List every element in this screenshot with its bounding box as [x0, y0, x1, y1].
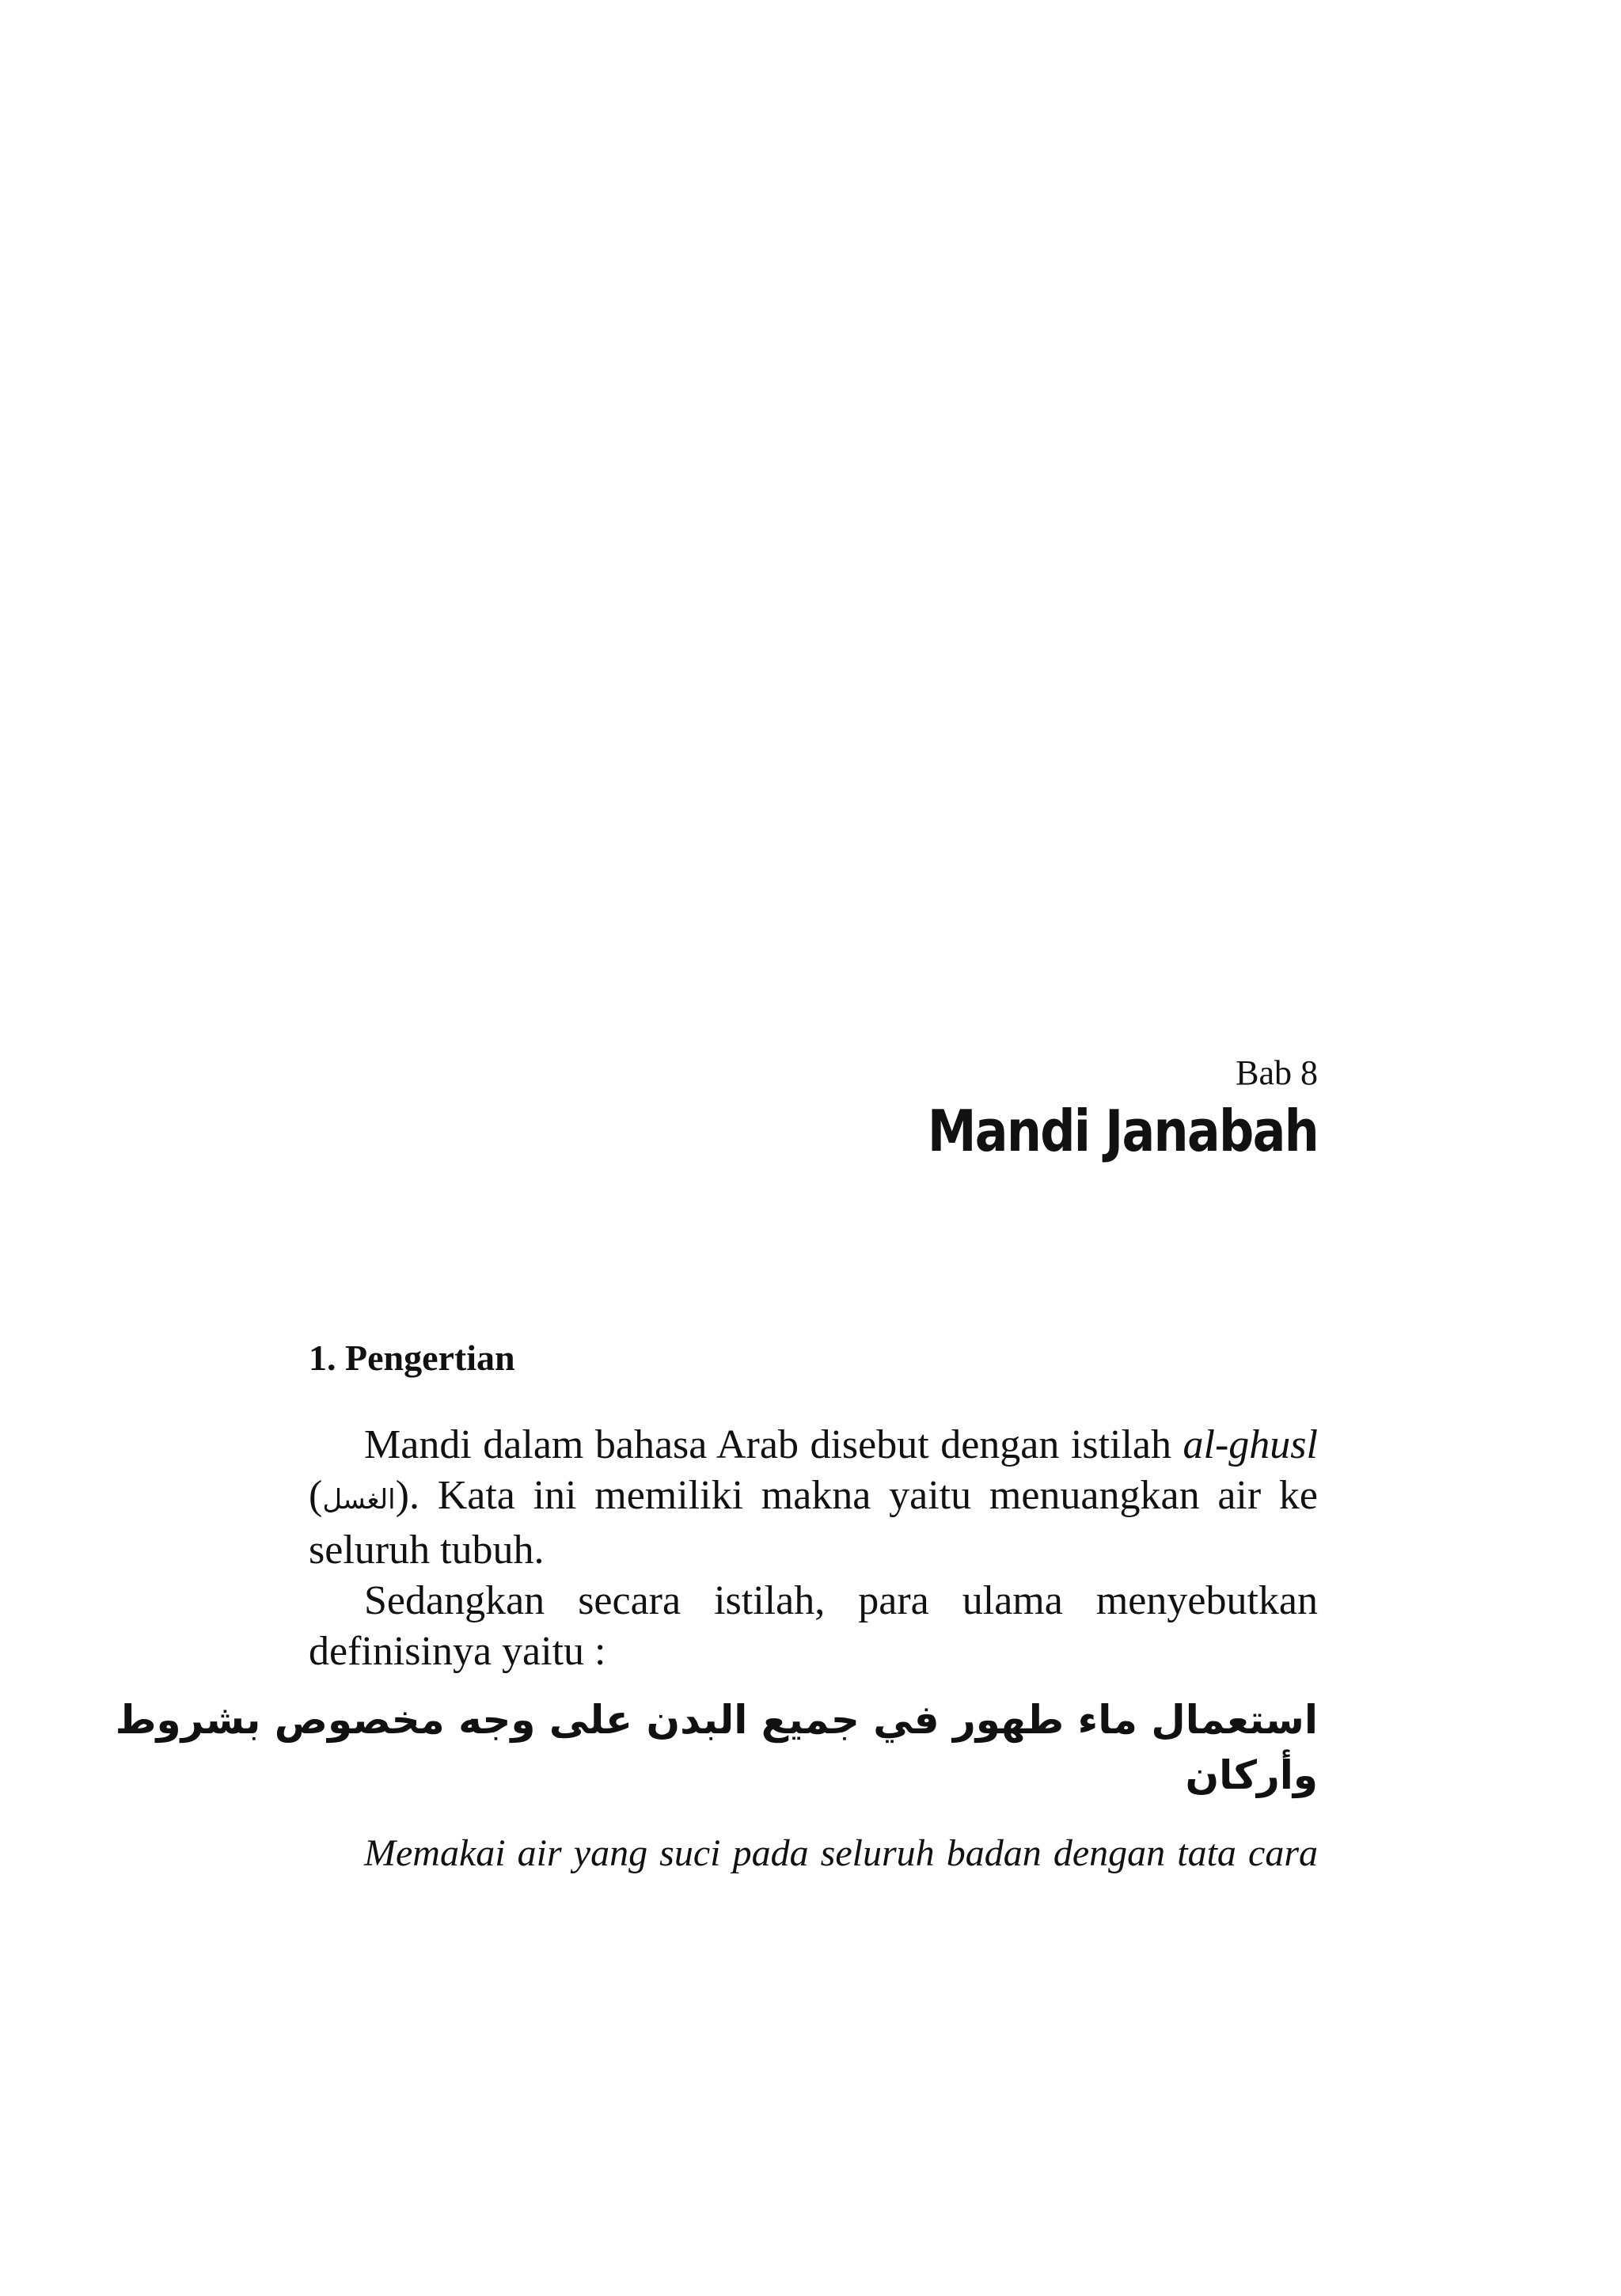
term-arabic: الغسل [322, 1484, 396, 1516]
chapter-title: Mandi Janabah [927, 1098, 1318, 1164]
paragraph1-paren-open: ( [309, 1473, 323, 1518]
arabic-definition-line-2: وأركان [1185, 1752, 1318, 1798]
term-al-ghusl: al-ghusl [1183, 1422, 1318, 1467]
body-text [309, 1420, 1318, 1677]
paragraph1-intro: Mandi dalam bahasa Arab disebut dengan istilah [364, 1422, 1183, 1467]
paragraph-definition-language [309, 1420, 1318, 1576]
paragraph1-rest: ). Kata ini memiliki makna yaitu menuangkan air ke seluruh tubuh. [309, 1473, 1318, 1573]
paragraph-definition-term: Sedangkan secara istilah, para ulama menyebutkan definisinya yaitu : [309, 1578, 1318, 1674]
arabic-definition [115, 1692, 1318, 1803]
section-heading: 1. Pengertian [309, 1338, 515, 1378]
translation-text: Memakai air yang suci pada seluruh badan dengan tata cara [364, 1832, 1318, 1874]
chapter-label: Bab 8 [1236, 1053, 1318, 1092]
chapter-header [309, 1051, 1318, 1165]
arabic-definition-line-1: استعمال ماء طهور في جميع البدن على وجه مخصوص بشروط [115, 1697, 1318, 1743]
